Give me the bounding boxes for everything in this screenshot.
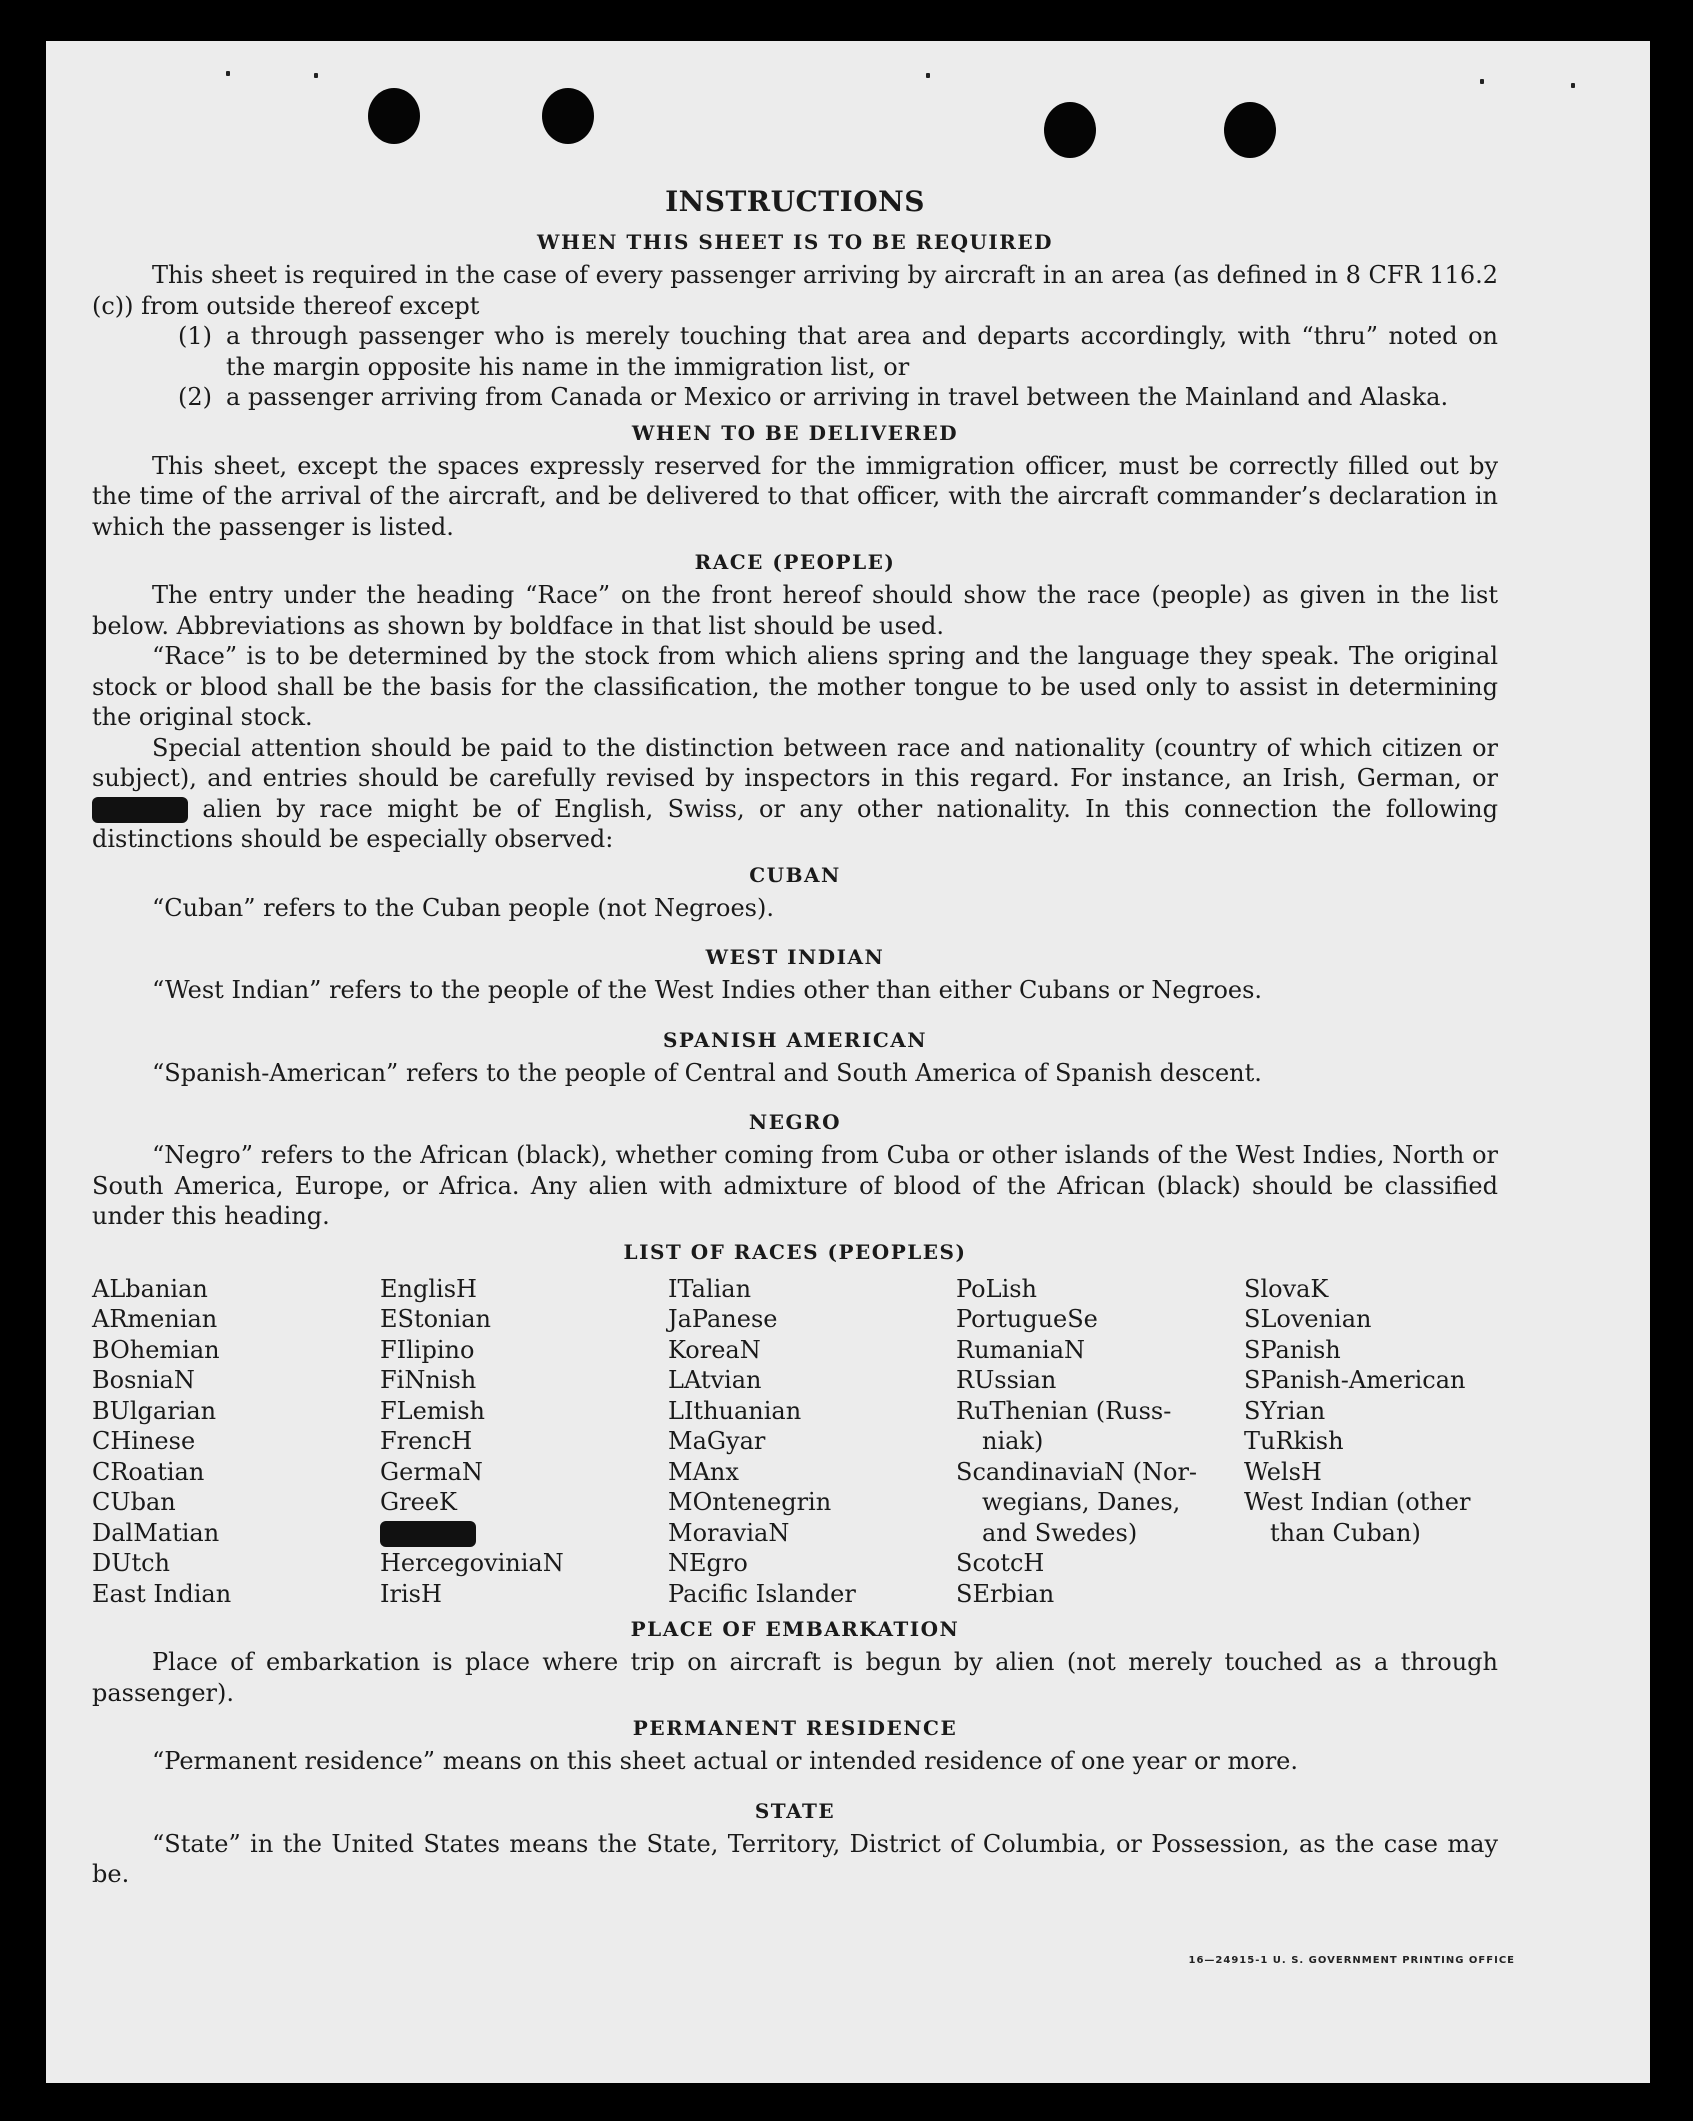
race-entry: PoLish	[956, 1274, 1038, 1303]
race-entry: HercegoviniaN	[380, 1549, 564, 1577]
race-entry: SPanish	[1244, 1335, 1341, 1364]
race-entry: GreeK	[380, 1488, 457, 1516]
race-entry: RUssian	[956, 1366, 1057, 1394]
paragraph: The entry under the heading “Race” on the front hereof should show the race (people) as given in the list below. Abbreviations as shown by boldface in that list should be used.	[92, 581, 1498, 640]
punch-hole	[368, 88, 420, 144]
paragraph: Place of embarkation is place where trip on aircraft is begun by alien (not merely touched as a through passenger).	[92, 1648, 1498, 1707]
race-entry	[1244, 1579, 1498, 1610]
section-heading: SPANISH AMERICAN	[662, 1027, 928, 1052]
page-title: INSTRUCTIONS	[665, 185, 925, 218]
race-entry: FLemish	[380, 1396, 485, 1425]
race-entry: East Indian	[92, 1579, 232, 1608]
race-entry: PortugueSe	[956, 1305, 1098, 1333]
paragraph-text: alien by race might be of English, Swiss, or any other nationality. In this connection the following distinctions should be especially observed:	[92, 794, 1498, 853]
paragraph: “Cuban” refers to the Cuban people (not Negroes).	[152, 893, 774, 922]
section-heading: WHEN TO BE DELIVERED	[631, 420, 959, 445]
section-heading: NEGRO	[748, 1110, 842, 1134]
race-entry: DalMatian	[92, 1518, 220, 1547]
race-entry: than Cuban)	[1270, 1518, 1421, 1547]
race-entry: SLovenian	[1244, 1305, 1372, 1333]
item-number: (1)	[178, 322, 212, 350]
race-entry: wegians, Danes,	[982, 1488, 1181, 1516]
race-entry: ScandinaviaN (Nor-	[956, 1457, 1198, 1486]
paragraph	[92, 733, 1498, 855]
race-entry: JaPanese	[668, 1305, 778, 1333]
race-entry: BosniaN	[92, 1366, 195, 1394]
item-text: a passenger arriving from Canada or Mexico or arriving in travel between the Mainland and Alaska.	[226, 383, 1449, 411]
race-entry: MOntenegrin	[668, 1488, 832, 1516]
race-entry: West Indian (other	[1244, 1488, 1471, 1516]
race-entry: FrencH	[380, 1427, 473, 1455]
race-entry: Pacific Islander	[668, 1579, 856, 1608]
printing-office-code: 16—24915-1 U. S. GOVERNMENT PRINTING OFFICE	[1188, 1955, 1515, 1966]
race-list	[92, 1274, 1498, 1610]
race-entry: CRoatian	[92, 1457, 205, 1486]
section-heading: PERMANENT RESIDENCE	[632, 1716, 958, 1740]
redaction-mark	[92, 797, 188, 823]
item-text: a through passenger who is merely touching that area and departs accordingly, with “thru” noted on the margin opposite his name in the immigration list, or	[226, 322, 1498, 381]
section-heading: CUBAN	[749, 862, 841, 887]
race-entry: IrisH	[380, 1579, 442, 1608]
speck	[1480, 79, 1484, 84]
race-column	[92, 1274, 380, 1610]
race-entry: NEgro	[668, 1549, 748, 1577]
race-column	[1244, 1274, 1498, 1610]
section-heading: RACE (PEOPLE)	[694, 550, 896, 574]
race-entry: ARmenian	[92, 1305, 218, 1333]
race-column	[380, 1274, 668, 1610]
race-entry: TuRkish	[1244, 1427, 1344, 1455]
race-entry: LIthuanian	[668, 1396, 802, 1425]
punch-hole	[542, 88, 594, 144]
race-entry: EnglisH	[380, 1274, 477, 1303]
race-entry: SErbian	[956, 1579, 1055, 1608]
race-entry: RumaniaN	[956, 1335, 1086, 1364]
paragraph: “Permanent residence” means on this sheet actual or intended residence of one year or more.	[152, 1747, 1298, 1775]
paragraph: “State” in the United States means the State, Territory, District of Columbia, or Possession, as the case may be.	[92, 1829, 1498, 1888]
race-column	[668, 1274, 956, 1610]
race-entry: CUban	[92, 1488, 176, 1516]
race-entry	[380, 1518, 668, 1549]
race-entry: SPanish-American	[1244, 1366, 1466, 1394]
race-entry: FiNnish	[380, 1366, 477, 1394]
paragraph-text: Special attention should be paid to the distinction between race and nationality (country of which citizen or subject), and entries should be carefully revised by inspectors in this regard. For instance, an Irish, German, or	[92, 733, 1498, 792]
race-entry: ITalian	[668, 1274, 752, 1303]
paragraph: This sheet, except the spaces expressly reserved for the immigration officer, must be correctly filled out by the time of the arrival of the aircraft, and be delivered to that officer, with the aircraft commander’s declaration in which the passenger is listed.	[92, 451, 1498, 541]
list-item	[92, 382, 1498, 413]
paragraph: “West Indian” refers to the people of the West Indies other than either Cubans or Negroes.	[152, 976, 1263, 1004]
instructions-content	[92, 146, 1498, 1890]
redaction-mark	[380, 1521, 476, 1547]
race-entry: and Swedes)	[982, 1518, 1138, 1547]
paragraph: “Spanish-American” refers to the people of Central and South America of Spanish descent.	[152, 1058, 1262, 1087]
race-entry: BOhemian	[92, 1335, 220, 1364]
section-heading: STATE	[754, 1798, 836, 1823]
race-entry: MaGyar	[668, 1427, 766, 1455]
race-entry: niak)	[982, 1427, 1044, 1455]
race-entry: DUtch	[92, 1549, 171, 1577]
race-entry: RuThenian (Russ-	[956, 1396, 1172, 1425]
race-entry: SlovaK	[1244, 1274, 1329, 1303]
section-heading: PLACE OF EMBARKATION	[630, 1617, 960, 1641]
race-entry: FIlipino	[380, 1335, 475, 1364]
section-heading: LIST OF RACES (PEOPLES)	[623, 1239, 967, 1264]
race-entry: BUlgarian	[92, 1396, 217, 1425]
paragraph: “Race” is to be determined by the stock from which aliens spring and the language they speak. The original stock or blood shall be the basis for the classification, the mother tongue to be used only to assist in determining the original stock.	[92, 642, 1498, 731]
race-column	[956, 1274, 1244, 1610]
race-entry: CHinese	[92, 1427, 196, 1455]
item-number: (2)	[178, 383, 212, 411]
section-heading: WHEN THIS SHEET IS TO BE REQUIRED	[537, 230, 1053, 254]
race-entry: LAtvian	[668, 1366, 762, 1394]
race-entry: KoreaN	[668, 1335, 761, 1364]
speck	[1571, 83, 1575, 88]
race-entry: GermaN	[380, 1457, 483, 1486]
section-heading: WEST INDIAN	[705, 945, 885, 969]
race-entry: EStonian	[380, 1305, 491, 1333]
race-entry: ScotcH	[956, 1549, 1045, 1577]
speck	[314, 73, 318, 78]
speck	[926, 73, 930, 78]
race-entry	[1244, 1548, 1498, 1579]
speck	[226, 71, 230, 76]
race-entry: MAnx	[668, 1457, 739, 1486]
race-entry: MoraviaN	[668, 1518, 790, 1547]
list-item	[92, 321, 1498, 382]
race-entry: WelsH	[1244, 1457, 1322, 1486]
paragraph: This sheet is required in the case of every passenger arriving by aircraft in an area (as defined in 8 CFR 116.2 (c)) from outside thereof except	[92, 261, 1498, 320]
race-entry: ALbanian	[92, 1274, 208, 1303]
race-entry: SYrian	[1244, 1396, 1326, 1425]
paragraph: “Negro” refers to the African (black), whether coming from Cuba or other islands of the West Indies, North or South America, Europe, or Africa. Any alien with admixture of blood of the African (black) should be classified under this heading.	[92, 1141, 1498, 1230]
